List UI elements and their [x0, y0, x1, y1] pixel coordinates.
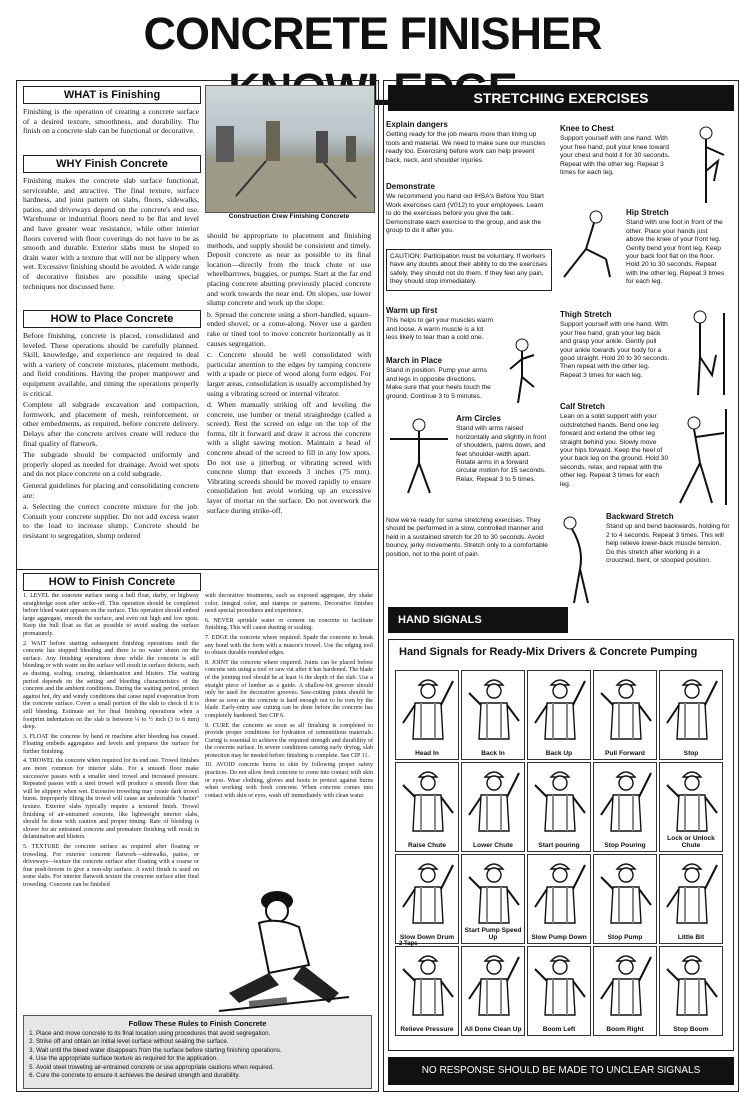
- signal-figure: [529, 765, 591, 833]
- signal-cell: [461, 762, 525, 852]
- signal-label: Relieve Pressure: [400, 1026, 454, 1033]
- signal-label: Stop: [683, 750, 699, 757]
- signal-cell: [659, 762, 723, 852]
- signal-cell: [461, 670, 525, 760]
- signal-figure: [397, 857, 459, 925]
- rules-heading: Follow These Rules to Finish Concrete: [128, 1019, 267, 1028]
- signal-figure: [529, 857, 591, 925]
- caution-box: CAUTION: Participation must be voluntary. If workers have any doubts about their ability to do the exercises safely, they should not do them. If they feel any pain, they should stop immediately.: [386, 249, 552, 291]
- signal-cell: [659, 670, 723, 760]
- signal-cell: [527, 854, 591, 944]
- finish-step: 2. WAIT before starting subsequent finishing operations until the concrete has stopped bleeding and there is no water sheen on the surface. Any finishing operations done while the concrete is still bleeding or with water on the surface will result in surface defects, such as dusting, scaling, crazing, delamination and blisters. The waiting period depends on the setting and bleeding characteristics of the concrete and the ambient conditions. During the waiting period, protect against hot, dry and windy conditions that cause rapid evaporation from the concrete surface. Cover a small portion of the slab to check if it is still bleeding. Estimate set for final finishing operations when a footprint indentation on the slab is between ¼ to ½ inch (3 to 6 mm) deep.: [23, 640, 199, 731]
- march-block: [386, 357, 494, 401]
- backward-block: [606, 513, 730, 565]
- what-heading: WHAT is Finishing: [23, 86, 201, 104]
- arm-text: Stand with arms raised horizontally and slightly in front of shoulders, palms down, and feet shoulder-width apart. Rotate arms in a forward circular motion for 15 seconds. Relax. Repeat 3 to 5 times.: [456, 425, 547, 483]
- signal-cell: [395, 670, 459, 760]
- left-column: [16, 80, 379, 1092]
- how-place-item-d: d. When manually striking off and leveling the concrete, use lumber or metal straightedge (called a screed). Rest the screed on edge on the top of the forms, tilt it forward and draw it across the concrete with a slight sawing motion. Maintain a head of concrete ahead of the screed to fill in any low spots. Do not use a jitterbug or vibrating screed with concrete slump that exceeds 3 inches (75 mm). Vibrating screeds should be moved rapidly to ensure consolidation but avoid working up an excessive layer of mortar on the surface. Do not overwork the surface during strike-off.: [207, 400, 371, 515]
- ready-text: Now we're ready for some stretching exercises. They should be performed in a slow, controlled manner and held in a sustained stretch for 20 to 30 seconds. Avoid bouncy, jerky movements. Stretch only to a comfortable position, not to the point of pain.: [386, 517, 548, 558]
- finish-steps-col2: [205, 593, 373, 802]
- signal-figure: [463, 765, 525, 833]
- signal-figure: [529, 949, 591, 1017]
- two-taps-label: 2 Taps: [399, 941, 418, 947]
- knee-block: [560, 125, 670, 177]
- thigh-figure: [676, 309, 728, 397]
- signal-label: Back In: [481, 750, 505, 757]
- right-column: [383, 80, 739, 1092]
- march-title: March in Place: [386, 356, 443, 365]
- signal-figure: [397, 765, 459, 833]
- hip-text: Stand with one foot in front of the other. Place your hands just above the knee of your front leg. Gently bend your front leg. Keep your back foot flat on the floor. Hold 20 to 30 seconds. Repeat with the other leg. Repeat 3 times for each leg.: [626, 219, 725, 286]
- signal-cell: [527, 946, 591, 1036]
- signal-cell: [593, 946, 657, 1036]
- signal-figure: [661, 857, 723, 925]
- signal-label: Lock or Unlock Chute: [667, 835, 715, 849]
- signal-label: Start Pump Speed Up: [464, 927, 522, 941]
- knee-figure: [684, 125, 728, 205]
- explain-title: Explain dangers: [386, 120, 448, 129]
- crew-photo: [205, 85, 375, 213]
- hip-figure: [556, 207, 622, 279]
- why-heading: WHY Finish Concrete: [23, 155, 201, 173]
- how-place-body: [23, 331, 199, 542]
- rule-item: 5. Avoid steel troweling air-entrained concrete or use appropriate cautions when required.: [36, 1064, 371, 1072]
- hip-block: [626, 209, 726, 287]
- signal-label: Slow Pump Down: [531, 934, 587, 941]
- signal-figure: [397, 949, 459, 1017]
- signal-figure: [463, 857, 525, 925]
- signal-cell: [659, 854, 723, 944]
- calf-text: Lean on a solid support with your outstretched hands. Bend one leg forward and extend the other leg straight behind you. Slowly move your hips forward. Keep the heel of your back leg on the ground. Hold 30 seconds, relax, and repeat with the other leg. Repeat 3 times for each leg.: [560, 413, 669, 488]
- finish-step: 10. AVOID concrete burns to skin by following proper safety practices. Do not allow fresh concrete to come into contact with skin or eyes. Wear clothing, gloves and boots to protect against burns when working with fresh concrete. When concrete comes into contact with skin or eyes, wash off immediately with clean water.: [205, 762, 373, 799]
- finish-steps-col1: [23, 593, 199, 892]
- rules-list: [24, 1030, 371, 1080]
- worker-kneeling-illustration: [209, 881, 359, 1017]
- hip-title: Hip Stretch: [626, 208, 669, 217]
- signal-cell: [527, 670, 591, 760]
- signal-label: Little Bit: [677, 934, 705, 941]
- signal-label: Raise Chute: [407, 842, 447, 849]
- signal-cell: [659, 946, 723, 1036]
- how-place-cont: [207, 231, 371, 517]
- warmup-block: [386, 307, 494, 343]
- signal-figure: [397, 673, 459, 741]
- signal-label: Lower Chute: [473, 842, 513, 849]
- signal-label: Head In: [415, 750, 439, 757]
- signal-label: Stop Pouring: [604, 842, 646, 849]
- knee-title: Knee to Chest: [560, 124, 614, 133]
- signal-cell: [527, 762, 591, 852]
- explain-text: Getting ready for the job means more than lining up tools and material. We need to make sure our muscles ready too. Exercising before work can help prevent back, neck, and shoulder injuries.: [386, 131, 546, 164]
- finish-step: 9. CURE the concrete as soon as all finishing is completed to provide proper conditions for hydration of cementitious materials. Curing is essential to achieve the required strength and durability of the concrete surface. In severe conditions causing early drying, slab protection may be needed before finishing is complete. See CIP 11.: [205, 722, 373, 759]
- signal-cell: [395, 946, 459, 1036]
- backward-text: Stand up and bend backwards, holding for 2 to 4 seconds. Repeat 3 times. This will help relieve lower-back muscle tension. Do this stretch after working in a crouched, bent, or stooped position.: [606, 523, 730, 565]
- signals-footer: NO RESPONSE SHOULD BE MADE TO UNCLEAR SIGNALS: [388, 1057, 734, 1085]
- how-place-p4: General guidelines for placing and consolidating concrete are:: [23, 480, 199, 500]
- thigh-title: Thigh Stretch: [560, 310, 612, 319]
- how-place-p2: Complete all subgrade excavation and compaction, formwork, and placement of mesh, reinforcement, or other embedments, as required, before concrete delivery. Delays after the concrete arrives create will reduce the final quality of flatwork.: [23, 400, 199, 448]
- signal-figure: [595, 949, 657, 1017]
- demonstrate-block: [386, 183, 548, 235]
- signal-figure: [463, 673, 525, 741]
- rule-item: 6. Cure the concrete to ensure it achieves the desired strength and durability.: [36, 1072, 371, 1080]
- calf-block: [560, 403, 670, 489]
- rules-box: [23, 1015, 372, 1089]
- backward-title: Backward Stretch: [606, 512, 674, 521]
- demonstrate-title: Demonstrate: [386, 182, 435, 191]
- signal-figure: [661, 673, 723, 741]
- signals-subheading: Hand Signals for Ready-Mix Drivers & Concrete Pumping: [399, 646, 698, 658]
- arm-block: [456, 415, 548, 484]
- signals-grid: [395, 670, 727, 1046]
- finish-step: 5. TEXTURE the concrete surface as required after floating or troweling. For exterior concrete flatwork—sidewalks, patios, or driveways—texture the concrete surface after floating with a coarse or fine push-broom to give a non-slip surface. A swirl finish is used on some slabs. For interior flatwork texture the concrete surface after final troweling. Concrete can be finished: [23, 844, 199, 888]
- signal-label: Pull Forward: [605, 750, 645, 757]
- signal-figure: [661, 765, 723, 833]
- signal-label: Back Up: [545, 750, 573, 757]
- rule-item: 2. Strike off and obtain an initial level surface without sealing the surface.: [36, 1038, 371, 1046]
- how-place-item-b: b. Spread the concrete using a short-handled, square-ended shovel, or a come-along. Never use a garden rake or tined tool to move concrete horizontally as it causes segregation.: [207, 309, 371, 348]
- arm-title: Arm Circles: [456, 414, 501, 423]
- signal-figure: [661, 949, 723, 1017]
- stretching-heading: STRETCHING EXERCISES: [388, 85, 734, 111]
- knee-text: Support yourself with one hand. With your free hand, pull your knee toward your chest and hold it for 30 seconds. Repeat with the other leg. Repeat 3 times for each leg.: [560, 135, 670, 177]
- rule-item: 1. Place and move concrete to its final location using procedures that avoid segregation.: [36, 1030, 371, 1038]
- signal-label: Stop Boom: [673, 1026, 709, 1033]
- how-place-item-a: a. Selecting the correct concrete mixture for the job. Consult your concrete supplier. Do not add excess water to the load to increase slump. Concrete should be resistant to segregation, slump ordered: [23, 502, 199, 540]
- calf-title: Calf Stretch: [560, 402, 605, 411]
- signal-label: Boom Right: [606, 1026, 644, 1033]
- arm-circles-figure: [386, 415, 452, 495]
- signal-cell: [461, 854, 525, 944]
- how-finish-heading: HOW to Finish Concrete: [23, 573, 201, 591]
- signal-figure: [595, 857, 657, 925]
- signal-cell: [395, 854, 459, 944]
- thigh-block: [560, 311, 670, 380]
- finish-step: 7. EDGE the concrete where required. Spade the concrete to break any bond with the form with a mason's trowel. Use the edging tool to obtain durable rounded edges.: [205, 634, 373, 657]
- thigh-text: Support yourself with one hand. With your free hand, grab your leg back and grasp your ankle. Gently pull your ankle towards your body for a good straight. Hold 20 to 30 seconds. Then repeat with the other leg. Repeat 3 times for each leg.: [560, 321, 670, 379]
- signal-figure: [595, 765, 657, 833]
- photo-caption: Construction Crew Finishing Concrete: [228, 213, 350, 220]
- how-place-cont-text: should be appropriate to placement and finishing methods, and supply should be consistent and timely. Deposit concrete as near as possible to its final location—directly from the truck chute or use wheelbarrows, buggies, or pumps. Start at the far end placing concrete abutting previously placed concrete and work towards the near end. On slopes, use lower slump concrete and work up the slope.: [207, 231, 371, 308]
- calf-figure: [670, 407, 730, 507]
- how-place-heading: HOW to Place Concrete: [23, 310, 201, 328]
- march-figure: [502, 337, 542, 407]
- how-place-p1: Before finishing, concrete is placed, consolidated and leveled. These operations should be carefully planned. Skill, knowledge, and experience are required to deal with a variety of concrete mixtures, placement methods, and field conditions. Having the proper manpower and equipment available, and timing the operations properly is critical.: [23, 331, 199, 398]
- hand-signals-heading: HAND SIGNALS: [388, 607, 568, 633]
- how-place-p3: The subgrade should be compacted uniformly and properly sloped as needed for drainage. Avoid wet spots and do not place concrete on a cold subgrade.: [23, 450, 199, 479]
- finish-step: 4. TROWEL the concrete when required for its end use. Trowel finishes are more common for interior slabs. For a smooth floor make successive passes with a smaller steel trowel and increased pressure. Repeated passes with a steel trowel will produce a smooth floor that will be slippery when wet. Excessive troweling may create dark trowel burns. Improperly tilting the trowel will cause an undesirable "chatter" texture. Exterior slabs typically require a textured finish. Trowel finishing of air-entrained concrete, like lightweight interior slabs, should be done with caution and proper timing. Rate of bleeding is slower for air entrained concrete and premature finishing will result in delamination and blisters.: [23, 758, 199, 841]
- rule-item: 4. Use the appropriate surface texture as required for the application.: [36, 1055, 371, 1063]
- page-title: CONCRETE FINISHER: [143, 8, 602, 59]
- signal-cell: [593, 762, 657, 852]
- finish-step: 6. NEVER sprinkle water or cement on concrete to facilitate finishing. This will cause dusting or scaling.: [205, 617, 373, 632]
- signal-cell: [593, 670, 657, 760]
- warmup-title: Warm up first: [386, 306, 438, 315]
- finish-step: 8. JOINT the concrete where required. Joints can be placed before concrete sets using a tool or saw cut after it has hardened. The blade of the jointing tool should be at least ¼ the depth of the slab. Use a straight piece of lumber as a guide. A shallow-bit groover should only be used for decorative grooves. Saw-cutting joints should be done as soon as the concrete is hard enough not to be torn by the blade. Early-entry saw cutting can be done before the concrete has completely hardened. See CIP 6.: [205, 659, 373, 719]
- signal-label: Stop Pump: [607, 934, 643, 941]
- rule-item: 3. Wait until the bleed water disappears from the surface before starting finishing operations.: [36, 1047, 371, 1055]
- signal-figure: [463, 949, 525, 1017]
- signal-label: All Done Clean Up: [464, 1026, 522, 1033]
- signal-cell: [593, 854, 657, 944]
- signal-cell: [395, 762, 459, 852]
- march-text: Stand in position. Pump your arms and legs in opposite directions. Make sure that your heels touch the ground. Continue 3 to 5 minutes.: [386, 367, 491, 400]
- what-text: Finishing is the operation of creating a concrete surface of a desired texture, smoothness, and durability. The finish on a concrete slab can be functional or decorative.: [23, 107, 199, 136]
- warmup-text: This helps to get your muscles warm and loose. A warm muscle is a lot less likely to tear than a cold one.: [386, 317, 494, 342]
- explain-block: [386, 121, 548, 165]
- finish-step: with decorative treatments, such as exposed aggregate, dry shake color, integral color, and stamps or patterns. Decorative finishes need special procedures and experience.: [205, 593, 373, 615]
- signal-label: Start pouring: [538, 842, 580, 849]
- signal-figure: [529, 673, 591, 741]
- demonstrate-text: We recommend you hand out IHSA's Before You Start Work exercises card (V012) to your employees. Learn to do the exercises before you give the talk. Demonstrate each exercise to the group, and ask the group to do it after you.: [386, 193, 545, 235]
- finish-step: 3. FLOAT the concrete by hand or machine after bleeding has ceased. Floating embeds aggregates and levels and prepares the surface for further finishing.: [23, 733, 199, 755]
- signal-label: Slow Down Drum: [399, 934, 455, 941]
- how-place-item-c: c. Concrete should be well consolidated with particular attention to the edges by tamping concrete with a spade or piece of wood along form edges. For larger areas, consolidation is usually accomplished by using a vibrating screed or internal vibrator.: [207, 350, 371, 398]
- why-text: Finishing makes the concrete slab surface functional, serviceable, and attractive. The final texture, surface hardness, and joint pattern on slabs, floors, sidewalks, patios, and driveways depend on the concrete's end use. Warehouse or industrial floors need to be flat and level and have greater wear resistance, while other interior floors covered with floor coverings do not have to be as smooth and durable. Exterior slabs must be sloped to drain water with a texture that will not be slippery when wet. Excessive finishing should be avoided. A wide range of decorative finishes are possible using special techniques not discussed here.: [23, 176, 199, 291]
- signals-panel: [388, 639, 734, 1051]
- backward-figure: [556, 513, 602, 605]
- signal-cell: [461, 946, 525, 1036]
- signal-label: Boom Left: [542, 1026, 576, 1033]
- signal-figure: [595, 673, 657, 741]
- finish-step: 1. LEVEL the concrete surface using a bull float, darby, or highway straightedge soon after strike-off. This operation should be completed before bleed water appears on the surface. This operation should embed large aggregate, smooth the surface, and even out high and low spots. Keep the bull float as flat as possible to avoid sealing the surface prematurely.: [23, 593, 199, 637]
- crew-photo-illustration: [206, 86, 374, 212]
- section-divider: [17, 569, 378, 570]
